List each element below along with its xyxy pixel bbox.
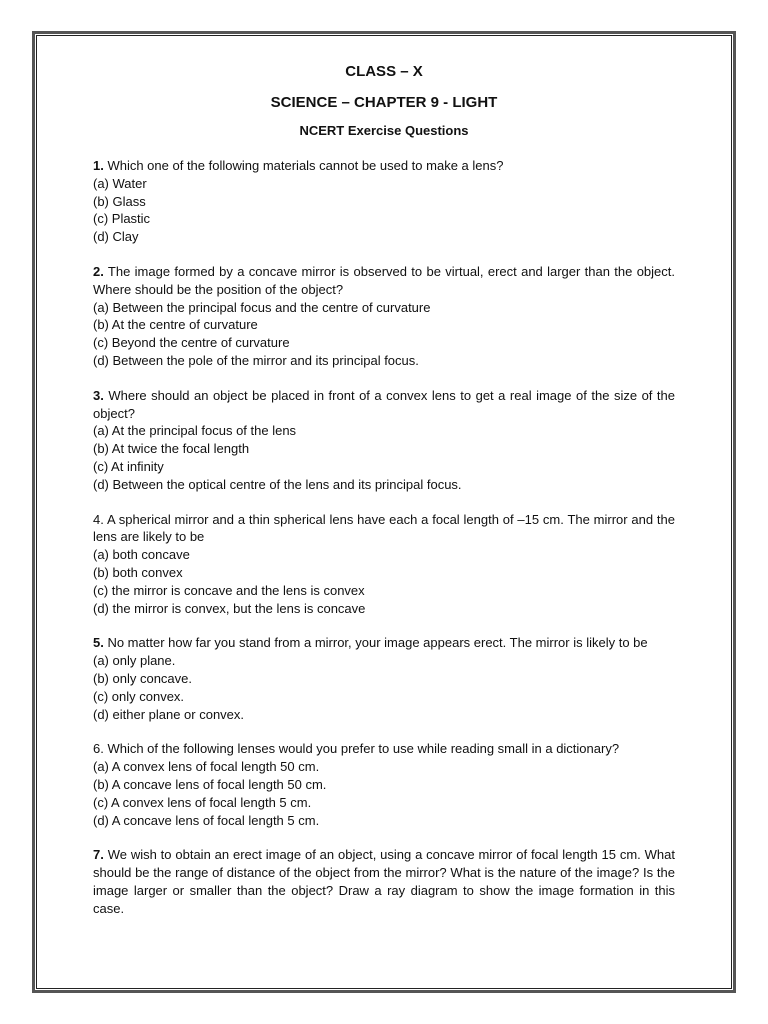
option-d: (d) the mirror is convex, but the lens is concave [93,600,366,616]
option-d: (d) Clay [93,229,139,245]
question-5 [93,634,675,723]
question-number: 4. [93,511,104,527]
option-b: (b) A concave lens of focal length 50 cm. [93,776,327,792]
question-3 [93,387,675,494]
option-b: (b) only concave. [93,670,192,686]
question-text: We wish to obtain an erect image of an object, using a concave mirror of focal length 15 cm. What should be the range of distance of the object from the mirror? What is the nature of the image? Is the image larger or smaller than the object? Draw a ray diagram to show the image formation in this case. [93,847,675,916]
question-number: 2. [93,263,104,279]
question-2 [93,263,675,370]
option-c: (c) At infinity [93,458,164,474]
question-stem [93,387,675,423]
question-number: 3. [93,387,104,403]
option-b: (b) At twice the focal length [93,441,250,457]
worksheet-content [93,58,675,917]
question-number: 5. [93,635,104,651]
question-number: 1. [93,158,104,173]
option-d: (d) Between the optical centre of the lens and its principal focus. [93,476,462,492]
section-title: NCERT Exercise Questions [299,123,469,138]
question-text: A spherical mirror and a thin spherical lens have each a focal length of –15 cm. The mirror and the lens are likely to be [93,511,675,545]
question-stem [93,157,675,175]
class-title: CLASS – X [345,63,423,80]
question-text: Which of the following lenses would you prefer to use while reading small in a dictionary? [103,741,620,757]
option-c: (c) Beyond the centre of curvature [93,335,290,351]
question-text: No matter how far you stand from a mirror, your image appears erect. The mirror is likely to be [103,635,648,651]
option-c: (c) only convex. [93,688,185,704]
option-a: (a) both concave [93,547,190,563]
question-text: Where should an object be placed in front of a convex lens to get a real image of the size of the object? [93,387,675,421]
question-stem [93,511,675,547]
question-stem [93,846,675,917]
option-c: (c) Plastic [93,211,151,227]
option-d: (d) Between the pole of the mirror and its principal focus. [93,352,419,368]
option-a: (a) Between the principal focus and the centre of curvature [93,299,431,315]
question-4 [93,511,675,618]
question-6 [93,740,675,829]
option-d: (d) either plane or convex. [93,706,245,722]
option-a: (a) Water [93,175,147,191]
option-a: (a) At the principal focus of the lens [93,423,297,439]
question-number: 7. [93,847,104,863]
question-stem [93,740,675,758]
option-b: (b) At the centre of curvature [93,317,258,333]
option-b: (b) Glass [93,193,146,209]
option-c: (c) the mirror is concave and the lens is convex [93,582,365,598]
question-1 [93,157,675,246]
question-stem [93,263,675,299]
option-c: (c) A convex lens of focal length 5 cm. [93,794,312,810]
question-number: 6. [93,741,104,757]
option-d: (d) A concave lens of focal length 5 cm. [93,812,320,828]
subject-title: SCIENCE – CHAPTER 9 - LIGHT [270,94,498,111]
question-7 [93,846,675,917]
option-a: (a) only plane. [93,653,176,669]
question-text: Which one of the following materials cannot be used to make a lens? [103,158,504,173]
question-stem [93,634,675,652]
option-a: (a) A convex lens of focal length 50 cm. [93,759,320,775]
question-text: The image formed by a concave mirror is observed to be virtual, erect and larger than the object. Where should be the position of the object? [93,263,675,297]
option-b: (b) both convex [93,564,183,580]
